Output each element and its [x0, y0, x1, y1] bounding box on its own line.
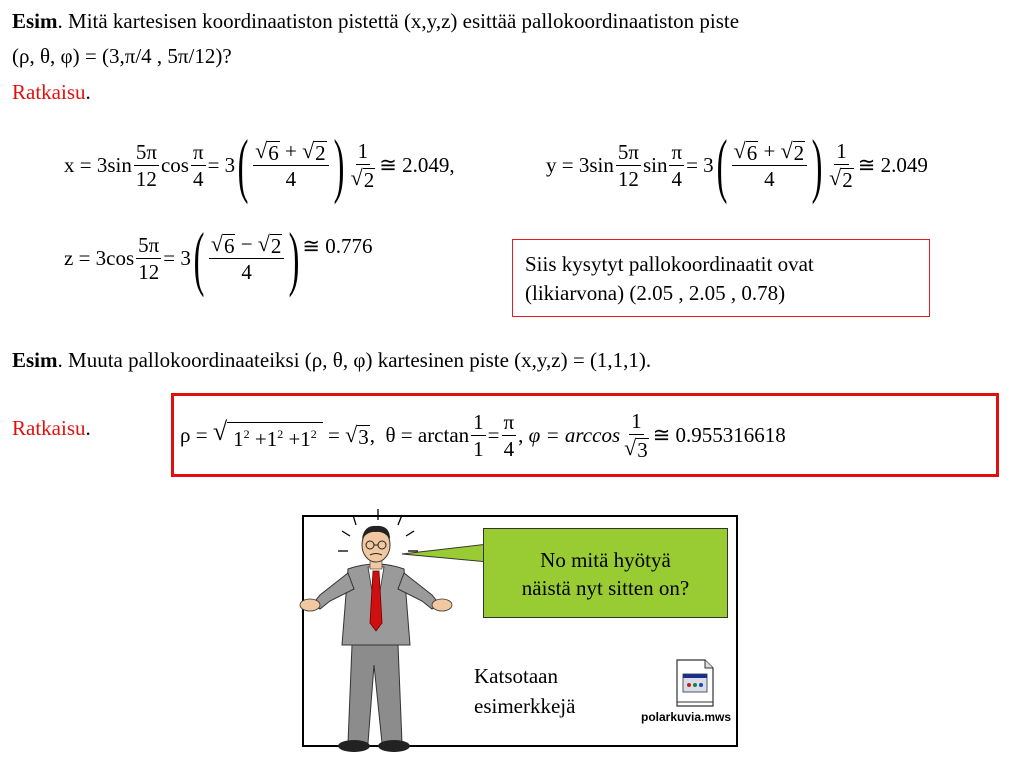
speech-bubble-tail: [400, 540, 490, 576]
cartoon-caption: Katsotaan esimerkkejä: [474, 664, 576, 718]
file-label[interactable]: polarkuvia.mws: [641, 710, 732, 724]
example1-line2: (ρ, θ, φ) = (3,π/4 , 5π/12)?: [12, 44, 232, 68]
example2-line: Esim. Muuta pallokoordinaateiksi (ρ, θ, φ) kartesinen piste (x,y,z) = (1,1,1).: [12, 348, 652, 372]
file-icon[interactable]: [673, 658, 717, 708]
example1-solution-label: Ratkaisu.: [12, 80, 91, 104]
answer-box: Siis kysytyt pallokoordinaatit ovat (likiarvona) (2.05 , 2.05 , 0.78): [512, 239, 930, 317]
example2-solution-label: Ratkaisu.: [12, 416, 91, 440]
equation-z: z = 3cos $\frac{5\pi}{12}$ = 3 ( √ 6 − √ 2 4 ) ≅ 0.776: [64, 218, 373, 298]
equation-y: y = 3sin $\frac{5\pi}{12}$ sin $\frac{\pi}{4}$ = 3 ( √ 6 + √ 2 4 ) 1 √ 2 ≅ 2.049: [546, 125, 928, 205]
equation-x: x = 3sin $\frac{5\pi}{12}$ cos $\frac{\pi}{4}$ = 3 ( √ 6 + √ 2 4 ) 1 √ 2 ≅ 2.049,: [64, 125, 455, 205]
example2-label: Esim: [12, 348, 58, 372]
example1-line1: Esim. Mitä kartesisen koordinaatiston pistettä (x,y,z) esittää pallokoordinaatiston piste: [12, 9, 740, 33]
speech-bubble: No mitä hyötyä näistä nyt sitten on?: [483, 528, 728, 618]
solution-box: ρ = √ $1^2 +1^2 +1^2$ = √ 3 , θ = arctan $\frac{1}{1}$ = $\frac{\pi}{4}$ , φ = arccos 1 √ 3 ≅ 0.955316618: [171, 393, 999, 477]
example1-label: Esim: [12, 9, 58, 33]
